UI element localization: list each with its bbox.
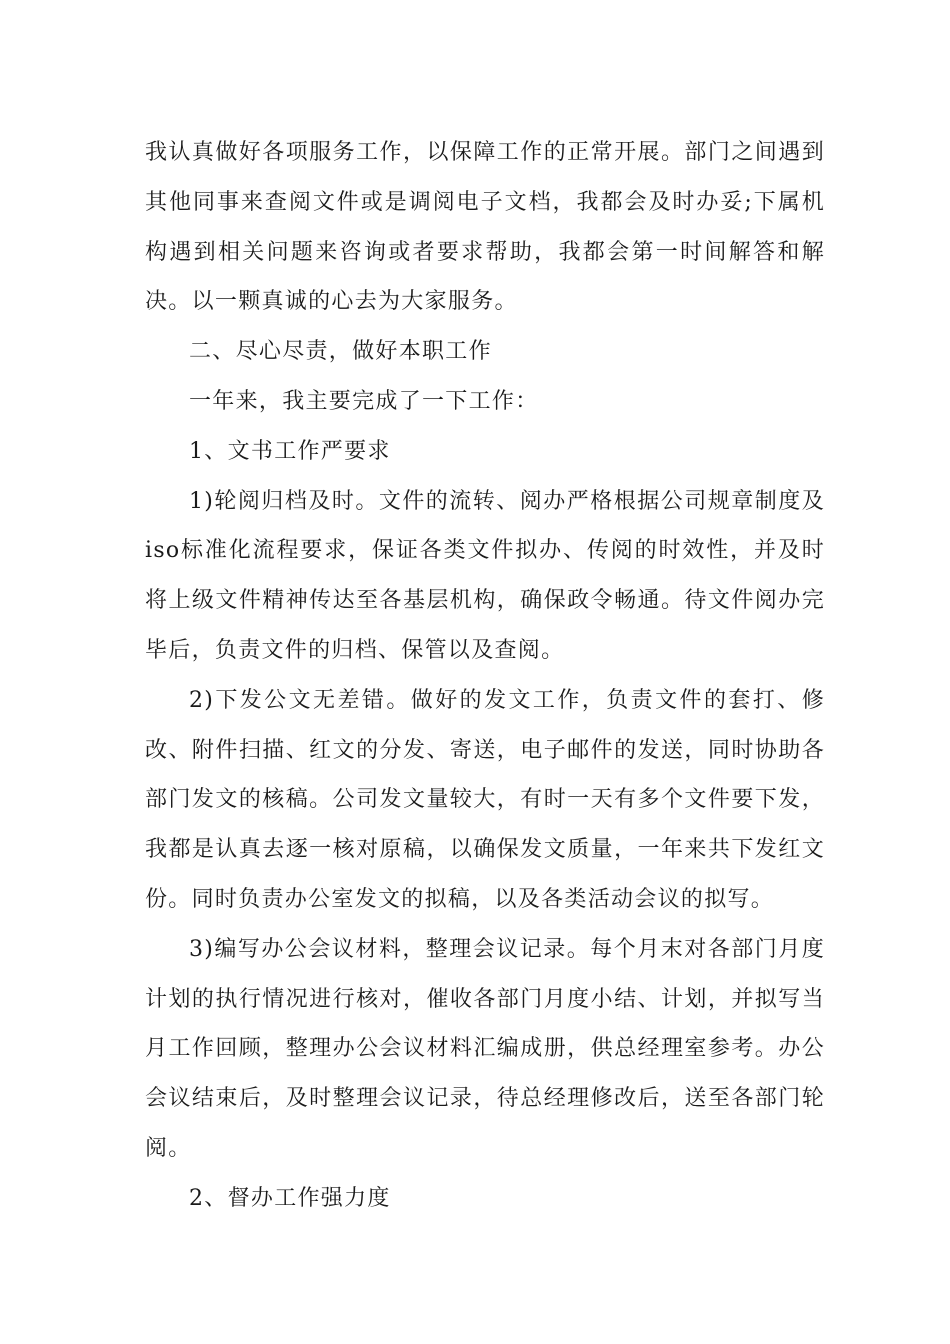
paragraph-service-work: 我认真做好各项服务工作，以保障工作的正常开展。部门之间遇到其他同事来查阅文件或是调阅电子文档，我都会及时办妥;下属机构遇到相关问题来咨询或者要求帮助，我都会第一时间解答和解决。以一颗真诚的心去为大家服务。	[145, 140, 825, 315]
paragraph-year-summary: 一年来，我主要完成了一下工作：	[189, 388, 539, 414]
paragraph-issuing-documents: 2)下发公文无差错。做好的发文工作，负责文件的套打、修改、附件扫描、红文的分发、寄送，电子邮件的发送，同时协助各部门发文的核稿。公司发文量较大，有时一天有多个文件要下发，我都是认真去逐一核对原稿，以确保发文质量，一年来共下发红文份。同时负责办公室发文的拟稿，以及各类活动会议的拟写。	[145, 687, 825, 912]
section-heading-duties: 二、尽心尽责，做好本职工作	[189, 339, 492, 365]
subheading-supervision-work: 2、督办工作强力度	[189, 1185, 391, 1211]
paragraph-archiving: 1)轮阅归档及时。文件的流转、阅办严格根据公司规章制度及iso标准化流程要求，保证各类文件拟办、传阅的时效性，并及时将上级文件精神传达至各基层机构，确保政令畅通。待文件阅办完毕后，负责文件的归档、保管以及查阅。	[145, 488, 825, 663]
document-body	[145, 128, 825, 1224]
subheading-document-work: 1、文书工作严要求	[189, 438, 391, 464]
paragraph-meeting-materials: 3)编写办公会议材料，整理会议记录。每个月末对各部门月度计划的执行情况进行核对，催收各部门月度小结、计划，并拟写当月工作回顾，整理办公会议材料汇编成册，供总经理室参考。办公会议结束后，及时整理会议记录，待总经理修改后，送至各部门轮阅。	[145, 936, 825, 1161]
